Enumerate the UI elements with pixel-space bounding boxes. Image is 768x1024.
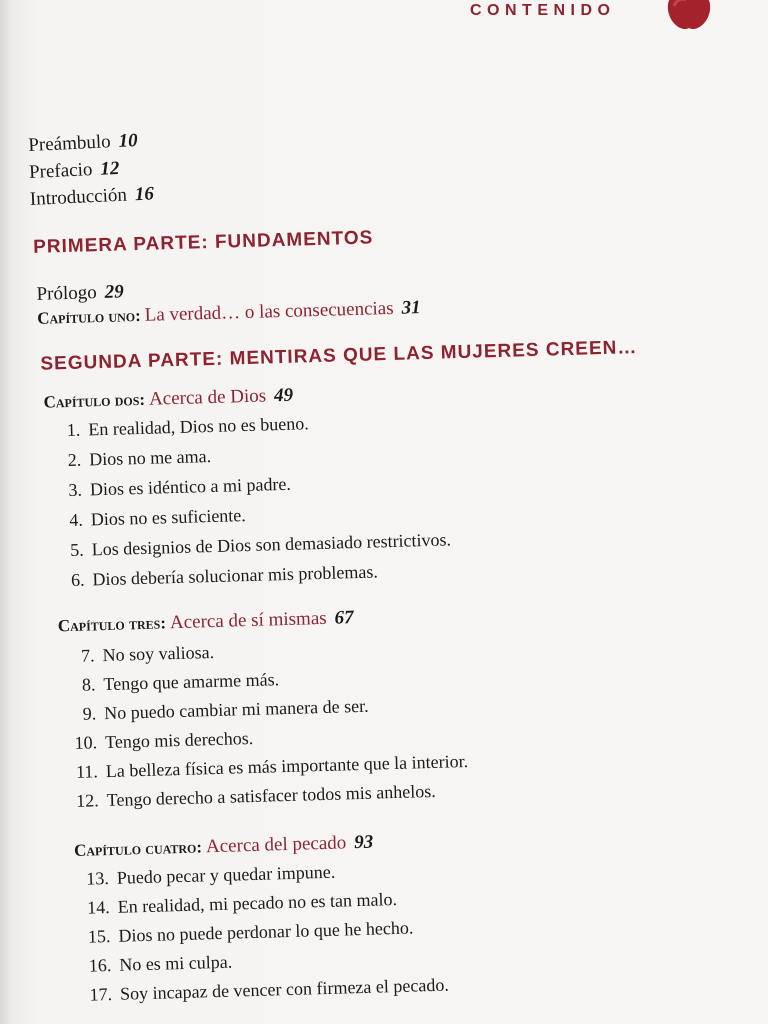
entry-label: Introducción bbox=[29, 184, 128, 210]
item-number: 6. bbox=[70, 569, 85, 590]
item-number: 13. bbox=[86, 868, 110, 889]
chapter-cap: Capítulo cuatro: bbox=[73, 837, 203, 860]
entry-label: Preámbulo bbox=[27, 131, 112, 156]
item-text: Tengo derecho a satisfacer todos mis anhelos. bbox=[106, 780, 436, 811]
chapter-title: Acerca de Dios bbox=[148, 385, 267, 410]
item-text: No es mi culpa. bbox=[119, 951, 233, 975]
item-text: No soy valiosa. bbox=[102, 642, 215, 666]
item-text: Dios debería solucionar mis problemas. bbox=[92, 561, 379, 590]
chapter-page: 67 bbox=[334, 607, 354, 629]
front-matter bbox=[28, 112, 760, 213]
item-number: 5. bbox=[69, 539, 84, 560]
item-number: 9. bbox=[82, 703, 97, 724]
item-text: Tengo que amarme más. bbox=[103, 669, 280, 695]
item-text: Soy incapaz de vencer con firmeza el pecado. bbox=[119, 974, 450, 1004]
chapter-title: La verdad… o las consecuencias bbox=[144, 297, 394, 326]
chapter-page: 31 bbox=[401, 297, 421, 319]
part-one-heading: PRIMERA PARTE: FUNDAMENTOS bbox=[32, 227, 374, 258]
item-number: 17. bbox=[89, 983, 113, 1005]
chapter-page: 49 bbox=[273, 384, 294, 407]
chapter-title: Acerca de sí mismas bbox=[169, 607, 327, 634]
item-number: 1. bbox=[66, 419, 81, 441]
entry-label: Prefacio bbox=[28, 159, 93, 183]
item-text: Dios no me ama. bbox=[88, 446, 212, 470]
item-number: 16. bbox=[88, 955, 112, 976]
item-text: Puedo pecar y quedar impune. bbox=[116, 861, 336, 888]
item-number: 12. bbox=[75, 790, 99, 811]
entry-page: 10 bbox=[118, 130, 139, 152]
item-number: 11. bbox=[75, 761, 99, 782]
chapter-title: Acerca del pecado bbox=[205, 832, 347, 858]
item-number: 4. bbox=[69, 509, 84, 530]
item-number: 8. bbox=[81, 674, 96, 695]
item-number: 3. bbox=[68, 479, 83, 501]
item-number: 2. bbox=[67, 449, 82, 471]
entry-label: Prólogo bbox=[36, 282, 97, 305]
item-text: Los designios de Dios son demasiado restrictivos. bbox=[91, 529, 452, 560]
item-text: Dios no es suficiente. bbox=[90, 505, 247, 530]
apple-icon bbox=[662, 0, 716, 32]
chapter-cap: Capítulo tres: bbox=[57, 613, 167, 636]
entry-page: 12 bbox=[99, 157, 120, 180]
item-number: 7. bbox=[80, 645, 95, 666]
page-header-title: CONTENIDO bbox=[470, 2, 616, 19]
item-text: En realidad, mi pecado no es tan malo. bbox=[117, 889, 398, 917]
entry-page: 16 bbox=[134, 183, 155, 206]
item-text: En realidad, Dios no es bueno. bbox=[88, 413, 309, 440]
chapter-four-items bbox=[79, 846, 768, 1007]
chapter-cap: Capítulo dos: bbox=[43, 389, 146, 412]
chapter-page: 93 bbox=[353, 831, 374, 854]
item-text: La belleza física es más importante que la interior. bbox=[105, 750, 469, 782]
item-text: Dios no puede perdonar lo que he hecho. bbox=[118, 917, 414, 946]
item-text: Dios es idéntico a mi padre. bbox=[89, 473, 292, 500]
part-two-heading: SEGUNDA PARTE: MENTIRAS QUE LAS MUJERES CREEN… bbox=[40, 337, 638, 375]
item-text: Tengo mis derechos. bbox=[104, 727, 254, 753]
entry-page: 29 bbox=[104, 281, 124, 303]
item-number: 15. bbox=[87, 926, 111, 947]
chapter-two-items bbox=[50, 398, 768, 594]
item-text: No puedo cambiar mi manera de ser. bbox=[103, 695, 369, 724]
chapter-three-items bbox=[64, 623, 768, 814]
chapter-cap: Capítulo uno: bbox=[36, 305, 141, 328]
table-of-contents bbox=[28, 112, 768, 1009]
item-number: 14. bbox=[86, 897, 110, 918]
item-number: 10. bbox=[74, 732, 98, 753]
